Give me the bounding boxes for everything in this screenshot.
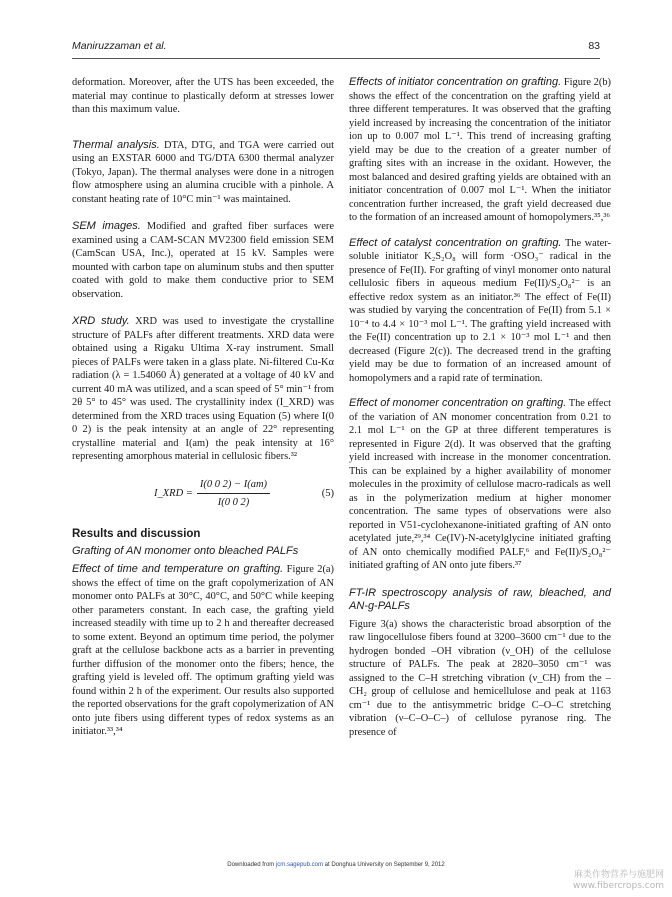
results-heading: Results and discussion [72, 527, 201, 540]
paragraph-initiator [349, 76, 611, 225]
paragraph-ftir: Figure 3(a) shows the characteristic broad absorption of the raw lingocellulose fibers found at 3200–3600 cm⁻¹ due to the hydrogen bonded –OH vibration (ν_OH) of the cellulose structure of PALFs. The peak at 2820–3050 cm⁻¹ was assigned to the C–H stretching vibration (ν_CH) from the –CH₂ group of cellulose and hemicellulose and peak at 1163 cm⁻¹ due to the antisymmetric bridge C–O–C stretching vibration (ν–C–O–C–) of cellulose pyranose ring. The presence of [349, 618, 611, 738]
paragraph-time-temperature [72, 563, 334, 739]
header-rule [72, 58, 600, 59]
monomer-body: The effect of the variation of AN monomer concentration from 0.21 to 2.1 mol L⁻¹ on the GP at three different temperatures is represented in Figure 2(d). It was observed that the grafting yield increased with increase in the monomer concentration. This can be explained by a higher availability of monomer molecules in the proximity of cellulose macro-radicals as well as in the polymerization medium at higher monomer concentration. The same types of observations were also reported in V51-cyclohexanone-initiated grafting of AN onto acetylated jute,²⁹,³⁴ Ce(IV)-N-acetylglycine initiated grafting of AN onto chemically modified PALF,⁶ and Fe(II)/S₂O₈²⁻ initiated grafting of AN onto jute fibers.³⁷ [349, 398, 611, 571]
watermark-line-1: 麻类作物营养与施肥网 [573, 870, 664, 880]
grafting-subheading: Grafting of AN monomer onto bleached PALFs [72, 545, 299, 557]
time-temperature-heading: Effect of time and temperature on grafting. [72, 563, 284, 575]
paragraph-catalyst [349, 237, 611, 386]
ftir-subheading: FT-IR spectroscopy analysis of raw, bleached, and AN-g-PALFs [349, 586, 611, 612]
paragraph-monomer [349, 397, 611, 573]
running-header [72, 40, 600, 52]
equation-denominator: I(0 0 2) [217, 497, 250, 508]
xrd-study-heading: XRD study. [72, 315, 130, 327]
paragraph-xrd-study [72, 315, 334, 464]
sem-images-body: Modified and grafted fiber surfaces were examined using a CAM-SCAN MV2300 field emission SEM (CamScan USA, Inc.), operated at 15 kV. Samples were mounted with carbon tape on aluminum stubs and then sputter coated with gold to make them conductive prior to SEM observation. [72, 221, 334, 300]
monomer-heading: Effect of monomer concentration on grafting. [349, 397, 567, 409]
sem-images-heading: SEM images. [72, 220, 141, 232]
time-temperature-body: Figure 2(a) shows the effect of time on the graft copolymerization of AN monomer onto PALFs at 30°C, 40°C, and 50°C while keeping other parameters constant. In each case, the grafting yield increased steadily with time up to 2 h and thereafter decreased to some extent. Beyond an optimum time period, the polymer graft at the cellulose backbone acts as a barrier in preventing further diffusion of the monomer onto the fibers; hence, the grafting yield is leveled off. The optimum grafting yield was found within 2 h of the experiment. Our results also supported the reported observations for the graft copolymerization of AN onto jute fibers using different types of redox systems as an initiator.³³,³⁴ [72, 564, 334, 737]
watermark-line-2: www.fibercrops.com [573, 881, 664, 891]
paragraph-sem-images [72, 220, 334, 301]
thermal-analysis-heading: Thermal analysis. [72, 138, 160, 151]
footer-prefix: Downloaded from [227, 862, 275, 868]
thermal-analysis-body: DTA, DTG, and TGA were carried out using an EXSTAR 6000 and TG/DTA 6300 thermal analyzer (Tokyo, Japan). The thermal analyses were done in a nitrogen flow atmosphere using an alumina crucible with a pinhole. A constant heating rate of 10°C min⁻¹ was maintained. [72, 139, 334, 205]
catalyst-heading: Effect of catalyst concentration on grafting. [349, 236, 562, 249]
xrd-study-body: XRD was used to investigate the crystalline structure of PALFs after different treatments. XRD data were obtained using a Rigaku Ultima X-ray instrument. Small pieces of PALFs were taken in a glass plate. Ni-filtered Cu-Kα radiation (λ = 1.54060 Å) generated at a voltage of 40 kV and current 40 mA was utilized, and a scan speed of 5° min⁻¹ from 2θ 5° to 45° was used. The crystallinity index (I_XRD) was determined from the XRD traces using Equation (5) where I(0 0 2) is the peak intensity at an angle of 22° representing crystalline material and I(am) the peak intensity at 16° representing amorphous material in cellulosic fibers.³² [72, 316, 335, 462]
equation-fraction [197, 478, 270, 510]
initiator-heading: Effects of initiator concentration on grafting. [349, 76, 562, 88]
page-number: 83 [588, 40, 600, 52]
watermark [573, 870, 664, 892]
equation-lhs: I_XRD = [154, 487, 193, 499]
footer-suffix: at Donghua University on September 9, 2012 [324, 862, 445, 868]
catalyst-body: The water-soluble initiator K₂S₂O₈ will form ·OSO₃⁻ radical in the presence of Fe(II). For grafting of vinyl monomer onto natural cellulosic fibers in aqueous medium Fe(II)/S₂O₈²⁻ is an effective redox system as an initiator.³⁶ The effect of Fe(II) was studied by varying the concentration of Fe(II) from 5.1 × 10⁻⁴ to 4.4 × 10⁻³ mol L⁻¹. The grafting yield increased with the Fe(II) concentration up to 2.1 × 10⁻³ mol L⁻¹ and then decreased (Figure 2(c)). The decreased trend in the grafting yield may be due to formation of an increased amount of homopolymers and a rapid rate of termination. [349, 237, 611, 384]
equation-numerator: I(0 0 2) − I(am) [197, 478, 270, 495]
right-column [349, 76, 611, 749]
footer-link[interactable]: jcm.sagepub.com [275, 862, 323, 868]
equation-number: (5) [321, 487, 334, 499]
paragraph-thermal-analysis [72, 139, 334, 207]
equation-5 [72, 478, 334, 510]
left-column [72, 76, 334, 749]
paragraph-deformation: deformation. Moreover, after the UTS has been exceeded, the material may continue to plastically deform at stresses lower than this maximum value. [72, 77, 334, 115]
running-head-authors: Maniruzzaman et al. [72, 40, 167, 52]
download-footer [0, 862, 672, 868]
initiator-body: Figure 2(b) shows the effect of the concentration on the grafting yield at three different temperatures. It was observed that the grafting yield increased by increasing the concentration of the initiator ion up to 0.007 mol L⁻¹. This trend of increasing grafting yield may be due to the creation of a greater number of grafting sites with an increase in the oxidant. However, the most balanced and desired grafting yields are obtained with an initiator concentration of 0.007 mol L⁻¹. When the initiator concentration further increased, the graft yield decreased due to the formation of an increased amount of homopolymers.³⁵,³⁶ [349, 77, 611, 223]
